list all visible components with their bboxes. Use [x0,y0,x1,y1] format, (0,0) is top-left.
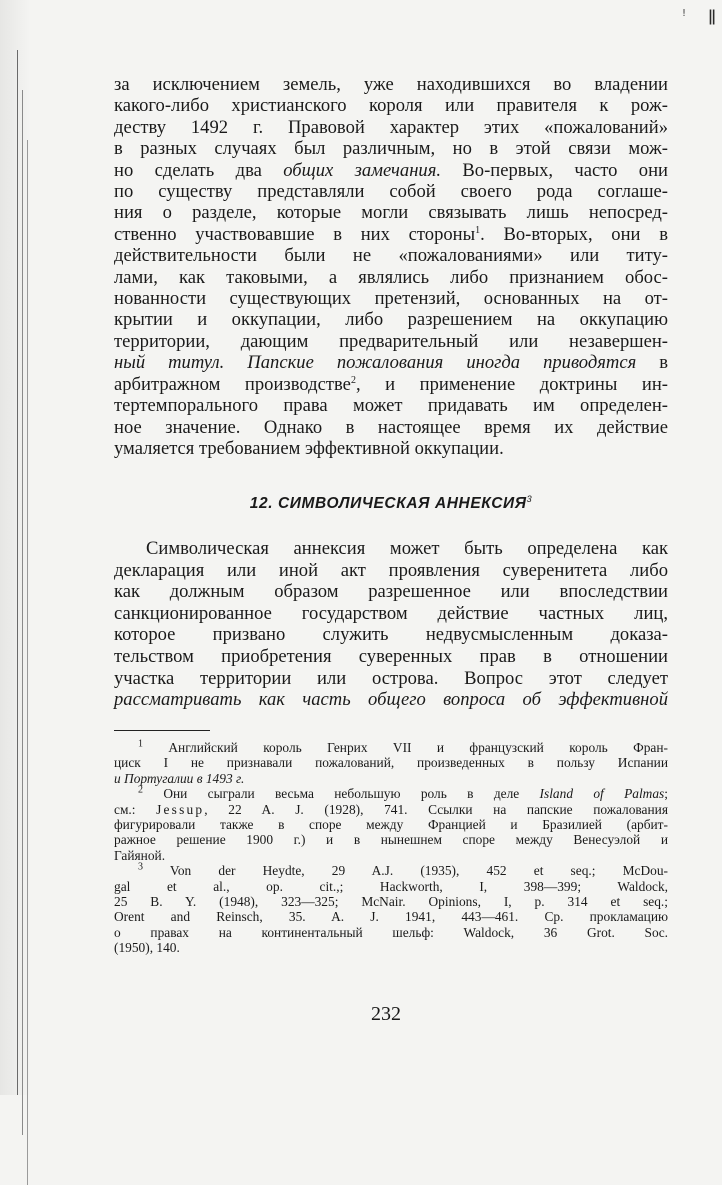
footnote-text: Они сыграли весьма небольшую роль в деле [163,786,540,802]
italic-phrase: рассматривать как часть общего вопроса об эффективной [114,689,668,711]
footnote-text: Von der Heydte, 29 A.J. (1935), 452 et seq.; McDou- [169,863,668,879]
footnote-text: см.: [114,801,157,817]
binding-line [17,50,18,1095]
footnote-2 [114,786,668,801]
footnote-1 [114,740,668,755]
main-paragraph [114,74,668,459]
footnote-text: , 22 A. J. (1928), 741. Ссылки на папские пожалования [204,801,668,817]
italic-phrase: и Португалии в 1493 г. [114,770,245,786]
section-heading [114,494,668,513]
footnote-line: 25 B. Y. (1948), 323—325; McNair. Opinions, I, p. 314 et seq.; [114,894,668,910]
page-number: 232 [371,1003,401,1025]
italic-phrase: Island of Palmas [539,786,665,802]
footnote-number: 1 [138,738,143,750]
text-line [114,224,668,245]
footnote-line: Orent and Reinsch, 35. A. J. 1941, 443—461. Ср. прокламацию [114,909,668,925]
text-line: Символическая аннексия может быть определена как [146,538,668,559]
footnote-number: 2 [138,784,143,796]
footnote-divider [114,730,210,731]
text-segment: ственно участвовавшие в них стороны [114,223,476,245]
footnote-line: циск I не признавали пожалований, произведенных в пользу Испании [114,755,668,771]
italic-phrase: Папские пожалования иногда приводятся [224,352,637,374]
footnote-text: Английский король Генрих VII и французский король Фран- [168,740,668,755]
text-line: деству 1492 г. Правовой характер этих «пожалований» [114,116,668,138]
text-line: действительности были не «пожалованиями» или титу- [114,245,668,267]
text-line: какого-либо христианского короля или правителя к рож- [114,95,668,117]
corner-mark: ǁ [708,6,716,25]
author-name: Jessup [156,801,205,817]
footnote-number: 3 [138,861,143,873]
text-line: ния о разделе, которые могли связывать лишь непосред- [114,202,668,224]
footnote-3 [114,863,668,878]
text-line: которое призвано служить недвусмысленным доказа- [114,624,668,646]
text-line: тертемпорального права может придавать им определен- [114,395,668,417]
section-heading-text: 12. СИМВОЛИЧЕСКАЯ АННЕКСИЯ [249,495,527,513]
footnote-line: (1950), 140. [114,940,180,956]
footnotes [114,740,668,956]
text-segment: , и применение доктрины ин- [355,373,668,395]
text-segment: но сделать два [114,159,284,181]
footnote-text: ; [664,786,668,802]
text-line [114,352,668,373]
text-line: тельством приобретения суверенных прав в отношении [114,645,668,667]
footnote-line: Гайяной. [114,847,166,863]
footnote-line [114,802,668,817]
text-line: как должным образом разрешенное или впоследствии [114,581,668,603]
text-line: по существу представляли собой своего рода соглаше- [114,181,668,203]
corner-dot: ! [681,8,686,19]
footnote-ref: 3 [526,494,533,504]
binding-line [22,90,23,1135]
footnote-line: фигурировали также в споре между Францией и Бразилией (арбит- [114,817,668,833]
text-line: крытии и оккупации, либо разрешением на оккупацию [114,309,668,331]
footnote-ref: 2 [350,374,356,386]
text-line [114,160,668,181]
text-line [114,689,668,711]
second-paragraph [114,538,668,711]
text-line: территории, дающим предварительный или незавершен- [114,330,668,352]
footnote-ref: 1 [475,224,481,236]
text-line: нованности существующих претензий, основанных на от- [114,288,668,310]
binding-line [27,140,28,1185]
text-segment: . Во-вторых, они в [480,223,668,245]
text-segment: Во-первых, часто они [441,159,669,181]
text-line: лами, как таковыми, а являлись либо признанием обос- [114,266,668,288]
text-line: за исключением земель, уже находившихся во владении [114,74,668,95]
text-segment: в [636,352,669,374]
italic-phrase: общих замечания. [283,159,442,181]
text-line: декларация или иной акт проявления суверенитета либо [114,559,668,581]
text-line: участка территории или острова. Вопрос этот следует [114,667,668,689]
text-line: в разных случаях был различным, но в этой связи мож- [114,138,668,160]
scan-binding-edge [0,0,30,1095]
text-line [114,374,668,395]
footnote-line: ражное решение 1900 г.) и в нынешнем споре между Венесуэлой и [114,832,668,848]
text-segment: арбитражном производстве [114,373,351,395]
text-line: умаляется требованием эффективной оккупации. [114,437,504,459]
footnote-line: о правах на континентальный шельф: Waldock, 36 Grot. Soc. [114,924,668,940]
footnote-line: gal et al., op. cit.,; Hackworth, I, 398—399; Waldock, [114,878,668,894]
footnote-line [114,771,668,786]
text-line: санкционированное государством действие частных лиц, [114,602,668,624]
text-line: ное значение. Однако в настоящее время их действие [114,416,668,438]
italic-phrase: ный титул. [114,352,225,374]
